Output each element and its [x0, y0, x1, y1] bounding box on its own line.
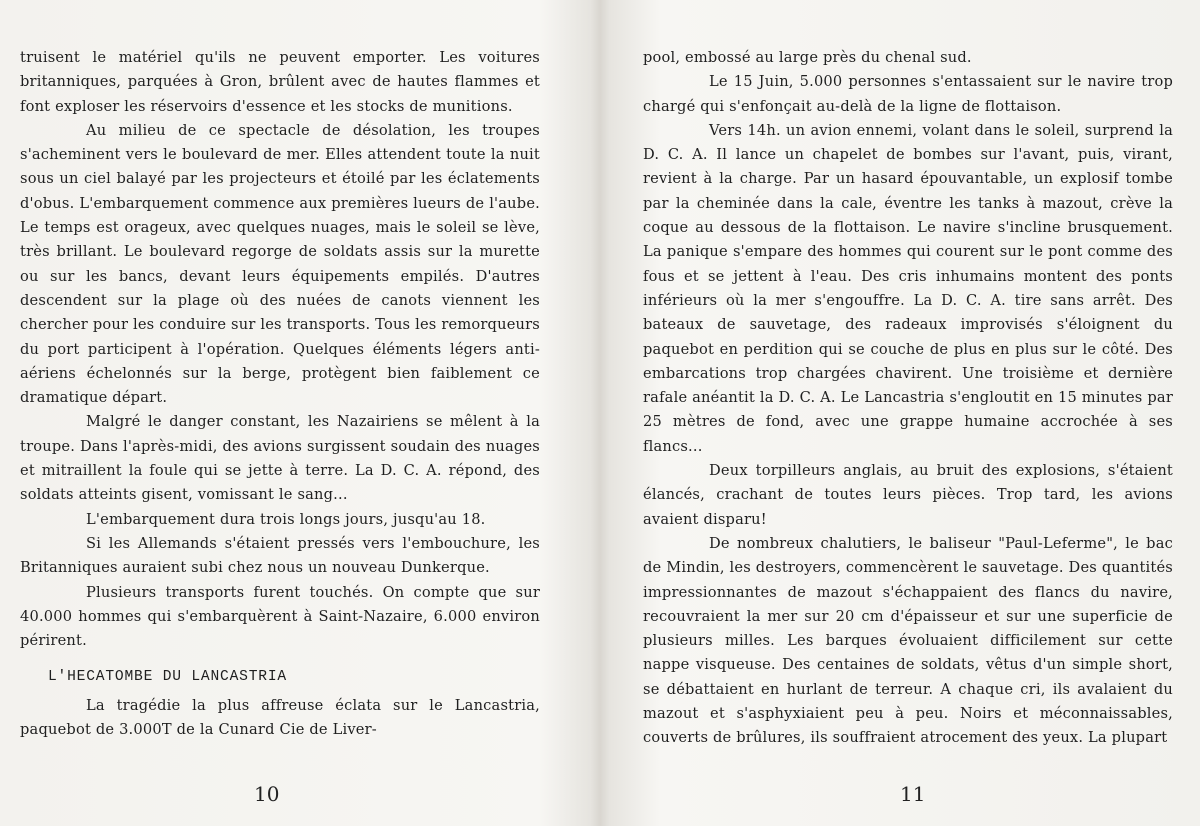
paragraph: L'embarquement dura trois longs jours, jusqu'au 18. — [86, 510, 486, 528]
paragraph: pool, embossé au large près du chenal sud. — [643, 49, 972, 66]
paragraph: Malgré le danger constant, les Nazairiens se mêlent à la troupe. Dans l'après-midi, des avions surgissent soudain des nuages et mitraillent la foule qui se jette à terre. La D. C. A. répond, des soldats atteints gisent, vomissant le sang... — [20, 413, 540, 504]
paragraph: Le 15 Juin, 5.000 personnes s'entassaient sur le navire trop chargé qui s'enfonçait au-delà de la ligne de flottaison. — [643, 73, 1173, 115]
paragraph: La tragédie la plus affreuse éclata sur le Lancastria, paquebot de 3.000T de la Cunard Cie de Liver- — [20, 696, 540, 739]
paragraph: truisent le matériel qu'ils ne peuvent emporter. Les voitures britanniques, parquées à Gron, brûlent avec de hautes flammes et font exploser les réservoirs d'essence et les stocks de munitions. — [20, 49, 540, 115]
right-page — [603, 0, 1200, 826]
paragraph: Si les Allemands s'étaient pressés vers l'embouchure, les Britanniques auraient subi chez nous un nouveau Dunkerque. — [20, 534, 540, 577]
section-heading: L'HECATOMBE DU LANCASTRIA — [48, 669, 287, 686]
paragraph: Vers 14h. un avion ennemi, volant dans le soleil, surprend la D. C. A. Il lance un chapelet de bombes sur l'avant, puis, virant, revient à la charge. Par un hasard épouvantable, un explosif tombe par la cheminée dans la cale, éventre les tanks à mazout, crève la coque au dessous de la flottaison. Le navire s'incline brusquement. La panique s'empare des hommes qui courent sur le pont comme des fous et se jettent à l'eau. Des cris inhumains montent des ponts inférieurs où la mer s'engouffre. La D. C. A. tire sans arrêt. Des bateaux de sauvetage, des radeaux improvisés s'éloignent du paquebot en perdition qui se couche de plus en plus sur le côté. Des embarcations trop chargées chavirent. Une troisième et dernière rafale anéantit la D. C. A. Le Lancastria s'engloutit en 15 minutes par 25 mètres de fond, avec une grappe humaine accrochée à ses flancs... — [643, 121, 1173, 455]
paragraph: Au milieu de ce spectacle de désolation, les troupes s'acheminent vers le boulevard de mer. Elles attendent toute la nuit sous un ciel balayé par les projecteurs et étoilé par les éclatements d'obus. L'embarquement commence aux premières lueurs de l'aube. Le temps est orageux, avec quelques nuages, mais le soleil se lève, très brillant. Le boulevard regorge de soldats assis sur la murette ou sur les bancs, devant leurs équipements empilés. D'autres descendent sur la plage où des nuées de canots viennent les chercher pour les conduire sur les transports. Tous les remorqueurs du port participent à l'opération. Quelques éléments légers anti-aériens échelonnés sur la berge, protègent bien faiblement ce dramatique départ. — [20, 121, 540, 407]
page-number: 10 — [254, 782, 280, 806]
paragraph: De nombreux chalutiers, le baliseur "Paul-Leferme", le bac de Mindin, les destroyers, commencèrent le sauvetage. Des quantités impressionnantes de mazout s'échappaient des flancs du navire, recouvraient la mer sur 20 cm d'épaisseur et sur une superficie de plusieurs milles. Les barques évoluaient difficilement sur cette nappe visqueuse. Des centaines de soldats, vêtus d'un simple short, se débattaient en hurlant de terreur. A chaque cri, ils avalaient du mazout et s'asphyxiaient peu à peu. Noirs et méconnaissables, couverts de brûlures, ils souffraient atrocement des yeux. La plupart — [643, 534, 1173, 747]
paragraph: Plusieurs transports furent touchés. On compte que sur 40.000 hommes qui s'embarquèrent à Saint-Nazaire, 6.000 environ périrent. — [20, 583, 540, 650]
left-page-text — [20, 46, 540, 742]
paragraph: Deux torpilleurs anglais, au bruit des explosions, s'étaient élancés, crachant de toutes leurs pièces. Trop tard, les avions avaient disparu! — [643, 462, 1173, 528]
right-page-text — [643, 46, 1173, 751]
page-number: 11 — [900, 782, 926, 806]
left-page — [0, 0, 597, 826]
